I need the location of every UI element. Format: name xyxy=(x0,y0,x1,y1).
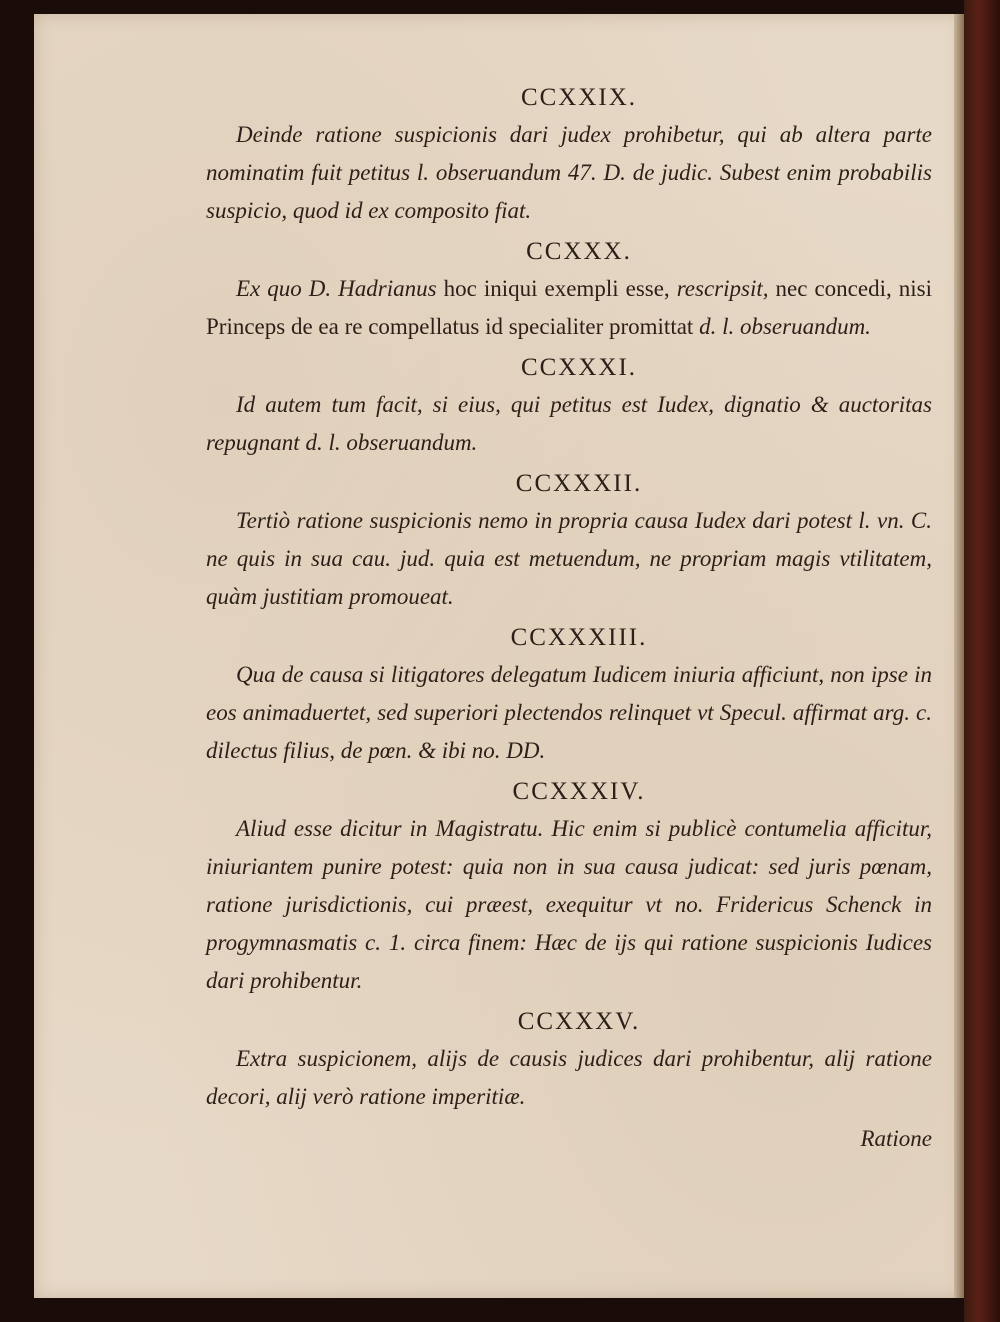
section-text-ccxxxiv: Aliud esse dicitur in Magistratu. Hic enim si publicè contumelia afficitur, iniuriantem punire potest: quia non in sua causa judicat: sed juris pœnam, ratione jurisdictionis, cui præest, exequitur vt no. Fridericus Schenck in progymnasmatis c. 1. circa finem: Hæc de ijs qui ratione suspicionis Iudices dari prohibentur. xyxy=(206,816,932,993)
section-heading-ccxxix: CCXXIX. xyxy=(520,84,638,111)
section-heading-ccxxxii: CCXXXII. xyxy=(515,470,643,497)
section-heading-ccxxxiv: CCXXXIV. xyxy=(512,778,646,805)
text-segment: d. l. obseruandum. xyxy=(699,314,871,339)
section-text-ccxxxiii: Qua de causa si litigatores delegatum Iudicem iniuria afficiunt, non ipse in eos animaduertet, sed superiori plectendos relinquet vt Specul. affirmat arg. c. dilectus filius, de pœn. & ibi no. DD. xyxy=(206,662,932,763)
text-segment: rescripsit, xyxy=(676,276,776,301)
book-binding xyxy=(964,0,1000,1322)
section-heading-ccxxxv: CCXXXV. xyxy=(517,1008,641,1035)
text-segment: nec concedi, nisi Princeps de ea re compellatus id specialiter promittat xyxy=(206,276,932,339)
page-text xyxy=(206,80,932,1158)
section-text-ccxxxii: Tertiò ratione suspicionis nemo in propria causa Iudex dari potest l. vn. C. ne quis in sua cau. jud. quia est metuendum, ne propriam magis vtilitatem, quàm justitiam promoueat. xyxy=(206,508,932,609)
section-heading-ccxxxi: CCXXXI. xyxy=(520,354,638,381)
text-segment: hoc iniqui exempli esse, xyxy=(443,276,677,301)
section-heading-ccxxxiii: CCXXXIII. xyxy=(510,624,648,651)
text-segment: Ex quo D. Hadrianus xyxy=(236,276,444,301)
section-text-ccxxxi: Id autem tum facit, si eius, qui petitus est Iudex, dignatio & auctoritas repugnant d. l. obseruandum. xyxy=(206,392,932,455)
section-heading-ccxxx: CCXXX. xyxy=(526,238,632,265)
section-text-ccxxx xyxy=(206,270,932,346)
catchword: Ratione xyxy=(860,1126,932,1151)
section-text-ccxxxv: Extra suspicionem, alijs de causis judices dari prohibentur, alij ratione decori, alij verò ratione imperitiæ. xyxy=(206,1046,932,1109)
section-text-ccxxix: Deinde ratione suspicionis dari judex prohibetur, qui ab altera parte nominatim fuit petitus l. obseruandum 47. D. de judic. Subest enim probabilis suspicio, quod id ex composito fiat. xyxy=(206,122,932,223)
page-edge xyxy=(954,14,964,1298)
